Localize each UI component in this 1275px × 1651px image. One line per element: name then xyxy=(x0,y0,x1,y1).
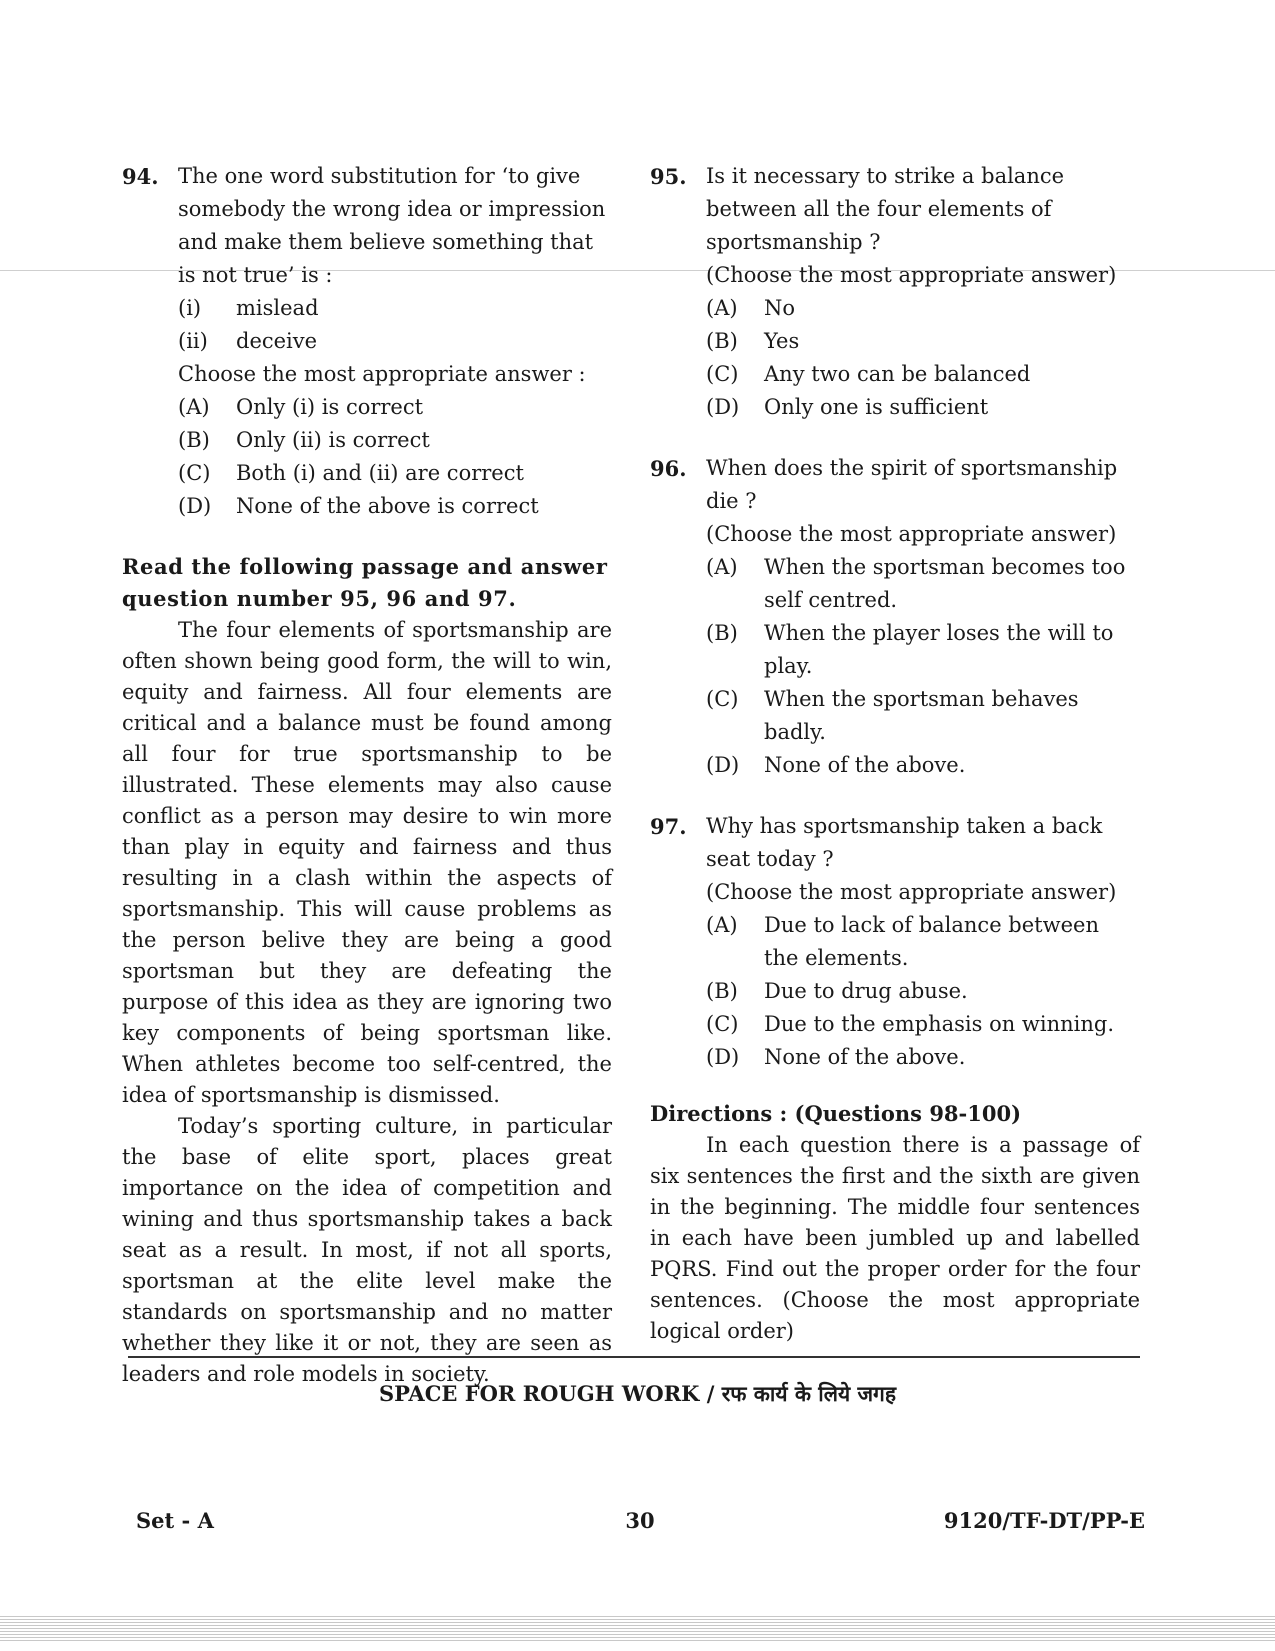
passage-paragraph-1: The four elements of sportsmanship are often shown being good form, the will to win, equity and fairness. All four elements are critical and a balance must be found among all four for true sportsmanship to be illustrated. These elements may also cause conflict as a person may desire to win more than play in equity and fairness and thus resulting in a clash within the aspects of sportsmanship. This will cause problems as the person belive they are being a good sportsman but they are defeating the purpose of this idea as they are ignoring two key components of being sportsman like. When athletes become too self-centred, the idea of sportsmanship is dismissed. xyxy=(122,618,612,1107)
question-text: Is it necessary to strike a balance between all the four elements of sportsmanship ? xyxy=(706,164,1065,254)
rough-work-label: SPACE FOR ROUGH WORK / रफ कार्य के लिये जगह xyxy=(378,1381,897,1406)
question-text: When does the spirit of sportsmanship die ? xyxy=(706,456,1118,513)
option-a: (A) When the sportsman becomes too self centred. xyxy=(706,555,1126,612)
right-column xyxy=(650,160,1140,1347)
scan-border xyxy=(0,1614,1275,1642)
passage-heading: Read the following passage and answer question number 95, 96 and 97. xyxy=(122,554,608,611)
choose-instruction: (Choose the most appropriate answer) xyxy=(706,522,1117,546)
question-number: 96. xyxy=(650,456,687,481)
statement-item: (i) mislead xyxy=(178,296,319,320)
directions-heading: Directions : (Questions 98-100) xyxy=(650,1101,1022,1126)
question-number: 94. xyxy=(122,164,159,189)
question-97 xyxy=(650,810,1140,1074)
paper-code: 9120/TF-DT/PP-E xyxy=(943,1508,1145,1533)
question-text: The one word substitution for ‘to give somebody the wrong idea or impression and make them believe something that is not true’ is : xyxy=(178,164,606,287)
option-a: (A) Due to lack of balance between the elements. xyxy=(706,913,1099,970)
choose-instruction: Choose the most appropriate answer : xyxy=(178,362,586,386)
option-d: (D) Only one is sufficient xyxy=(706,395,989,419)
option-a: (A) Only (i) is correct xyxy=(178,395,424,419)
option-b: (B) Yes xyxy=(706,329,800,353)
option-c: (C) When the sportsman behaves badly. xyxy=(706,687,1079,744)
option-c: (C) Due to the emphasis on winning. xyxy=(706,1012,1115,1036)
option-d: (D) None of the above is correct xyxy=(178,494,539,518)
option-c: (C) Any two can be balanced xyxy=(706,362,1031,386)
left-column xyxy=(122,160,612,1390)
set-label: Set - A xyxy=(136,1508,214,1533)
question-94 xyxy=(122,160,612,523)
statement-item: (ii) deceive xyxy=(178,329,318,353)
choose-instruction: (Choose the most appropriate answer) xyxy=(706,880,1117,904)
passage-paragraph-2: Today’s sporting culture, in particular the base of elite sport, places great importance on the idea of competition and wining and thus sportsmanship takes a back seat as a result. In most, if not all sports, sportsman at the elite level make the standards on sportsmanship and no matter whether they like it or not, they are seen as leaders and role models in society. xyxy=(122,1114,612,1386)
rough-work-divider xyxy=(128,1356,1140,1358)
question-text: Why has sportsmanship taken a back seat today ? xyxy=(706,814,1103,871)
question-95 xyxy=(650,160,1140,424)
option-b: (B) Only (ii) is correct xyxy=(178,428,430,452)
option-c: (C) Both (i) and (ii) are correct xyxy=(178,461,524,485)
choose-instruction: (Choose the most appropriate answer) xyxy=(706,263,1117,287)
question-number: 97. xyxy=(650,814,687,839)
question-96 xyxy=(650,452,1140,782)
directions-text: In each question there is a passage of six sentences the first and the sixth are given in the beginning. The middle four sentences in each have been jumbled up and labelled PQRS. Find out the proper order for the four sentences. (Choose the most appropriate logical order) xyxy=(650,1133,1140,1343)
option-b: (B) When the player loses the will to play. xyxy=(706,621,1114,678)
option-b: (B) Due to drug abuse. xyxy=(706,979,968,1003)
option-d: (D) None of the above. xyxy=(706,1045,966,1069)
option-d: (D) None of the above. xyxy=(706,753,966,777)
page-number: 30 xyxy=(625,1508,655,1533)
option-a: (A) No xyxy=(706,296,796,320)
question-number: 95. xyxy=(650,164,687,189)
